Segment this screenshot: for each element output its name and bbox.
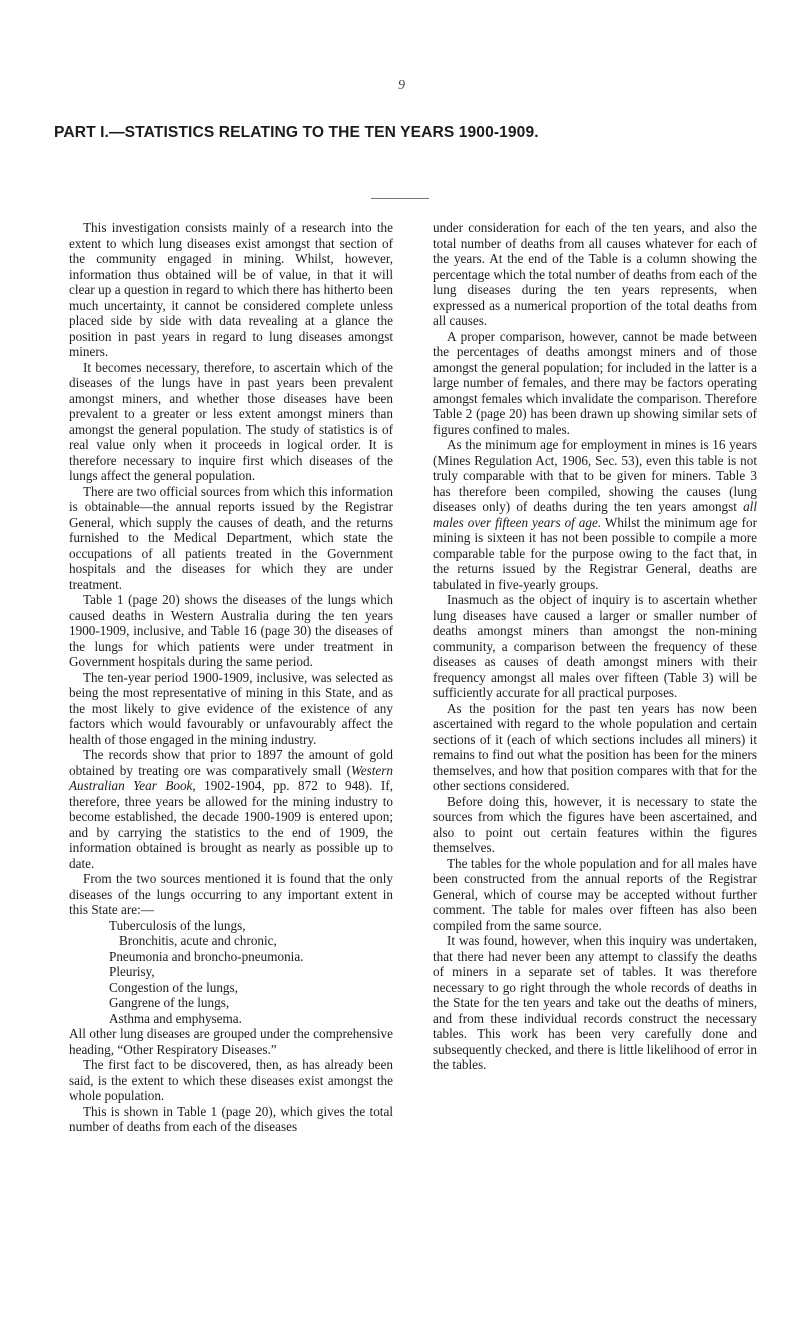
list-item: Bronchitis, acute and chronic, bbox=[119, 933, 277, 948]
paragraph: All other lung diseases are grouped under the comprehensive heading, “Other Respiratory Diseases.” bbox=[69, 1026, 393, 1057]
paragraph: It becomes necessary, therefore, to ascertain which of the diseases of the lungs have in past years been prevalent amongst miners, and whether those diseases have been prevalent to a greater or less extent amongst miners than amongst the general population. The study of statistics is of real value only when it proceeds in logical order. It is therefore necessary to inquire first which diseases of the lungs affect the general population. bbox=[69, 359, 393, 483]
list-item: Congestion of the lungs, bbox=[109, 979, 238, 995]
paragraph: under consideration for each of the ten years, and also the total number of deaths from all causes whatever for each of the years. At the end of the Table is a column showing the percentage which the total number of deaths from each of the lung diseases during the ten years represents, when expressed as a numerical proportion of the total deaths from all causes. bbox=[433, 220, 757, 328]
paragraph: Before doing this, however, it is necessary to state the sources from which the figures have been ascertained, and also to point out certain features within the figures themselves. bbox=[433, 793, 757, 855]
paragraph: This investigation consists mainly of a research into the extent to which lung diseases exist amongst that section of the community engaged in mining. Whilst, however, information thus obtained will be of value, in that it will clear up a question in regard to which there has hitherto been much uncertainty, it cannot be considered complete unless placed side by side with data revealing at a glance the position in past years in regard to lung diseases amongst miners. bbox=[69, 220, 393, 359]
paragraph: The records show that prior to 1897 the amount of gold obtained by treating ore was comparatively small (Western Australian Year Book, 1902-1904, pp. 872 to 948). If, therefore, three years be allowed for the mining industry to become established, the decade 1900-1909 is entered upon; and by carrying the statistics to the end of 1909, the information obtained is brought as nearly as possible up to date. bbox=[69, 747, 394, 871]
paragraph: A proper comparison, however, cannot be made between the percentages of deaths amongst miners and of those amongst the general population; for included in the latter is a large number of females, and there may be factors operating amongst females which invalidate the comparison. Therefore Table 2 (page 20) has been drawn up showing similar sets of figures confined to males. bbox=[433, 328, 757, 437]
paragraph: There are two official sources from which this information is obtainable—the annual reports issued by the Registrar General, which supply the causes of death, and the returns furnished to the Medical Department, which state the occupations of all patients treated in the Government hospitals and the diseases for which they are under treatment. bbox=[69, 483, 393, 592]
disease-list bbox=[109, 918, 393, 1027]
list-item: Pneumonia and broncho-pneumonia. bbox=[109, 948, 304, 964]
paragraph: Inasmuch as the object of inquiry is to ascertain whether lung diseases have caused a larger or smaller number of deaths amongst miners than amongst the non-mining community, a comparison between the frequency of these diseases as causes of death amongst miners with their frequency amongst all males over fifteen (Table 3) will be sufficiently accurate for all practical purposes. bbox=[433, 592, 757, 700]
paragraph: This is shown in Table 1 (page 20), which gives the total number of deaths from each of the diseases bbox=[69, 1103, 393, 1134]
list-item: Pleurisy, bbox=[109, 964, 155, 979]
paragraph: The first fact to be discovered, then, as has already been said, is the extent to which these diseases exist amongst the whole population. bbox=[69, 1057, 393, 1103]
paragraph: From the two sources mentioned it is found that the only diseases of the lungs occurring to any important extent in this State are:— bbox=[69, 871, 393, 917]
paragraph: As the minimum age for employment in mines is 16 years (Mines Regulation Act, 1906, Sec. 53), even this table is not truly comparable with that to be given for miners. Table 3 has therefore been compiled, showing the causes (lung diseases only) of deaths during the ten years amongst all males over fifteen years of age. Whilst the minimum age for mining is sixteen it has not been possible to compile a more comparable table for the purpose owing to the fact that, in the returns issued by the Registrar General, deaths are tabulated in five-yearly groups. bbox=[433, 437, 757, 592]
part-title: PART I.—STATISTICS RELATING TO THE TEN YEARS 1900-1909. bbox=[54, 124, 539, 141]
paragraph: The tables for the whole population and for all males have been constructed from the annual reports of the Registrar General, which of course may be accepted without further comment. The table for males over fifteen has also been compiled from the same source. bbox=[433, 855, 757, 933]
left-column bbox=[69, 220, 393, 1135]
title-divider bbox=[371, 198, 429, 199]
list-item: Tuberculosis of the lungs, bbox=[109, 917, 246, 933]
list-item: Gangrene of the lungs, bbox=[109, 995, 230, 1010]
book-title: Western Australian Year Book bbox=[69, 762, 393, 793]
paragraph: Table 1 (page 20) shows the diseases of the lungs which caused deaths in Western Australia during the ten years 1900-1909, inclusive, and Table 16 (page 30) the diseases of the lungs for which patients were under treatment in Government hospitals during the same period. bbox=[69, 592, 393, 669]
paragraph: It was found, however, when this inquiry was undertaken, that there had never been any attempt to classify the deaths of miners in a separate set of tables. It was therefore necessary to go right through the whole records of deaths in the State for the ten years and take out the deaths of miners, and from these individual records construct the necessary tables. This work has been very carefully done and subsequently checked, and there is little likelihood of error in the tables. bbox=[433, 933, 757, 1072]
list-item: Asthma and emphysema. bbox=[109, 1010, 242, 1026]
right-column bbox=[433, 220, 757, 1073]
emphasis: all males over fifteen years of age. bbox=[433, 499, 757, 530]
paragraph: As the position for the past ten years has now been ascertained with regard to the whole population and certain sections of it (each of which sections includes all miners) it remains to find out what the position has been for the miners themselves, and how that position compares with that for the other sections considered. bbox=[433, 700, 757, 793]
page-number: 9 bbox=[398, 78, 405, 93]
paragraph: The ten-year period 1900-1909, inclusive, was selected as being the most representative of mining in this State, and as the most likely to give evidence of the existence of any factors which would favourably or unfavourably affect the health of those engaged in the mining industry. bbox=[69, 669, 393, 747]
